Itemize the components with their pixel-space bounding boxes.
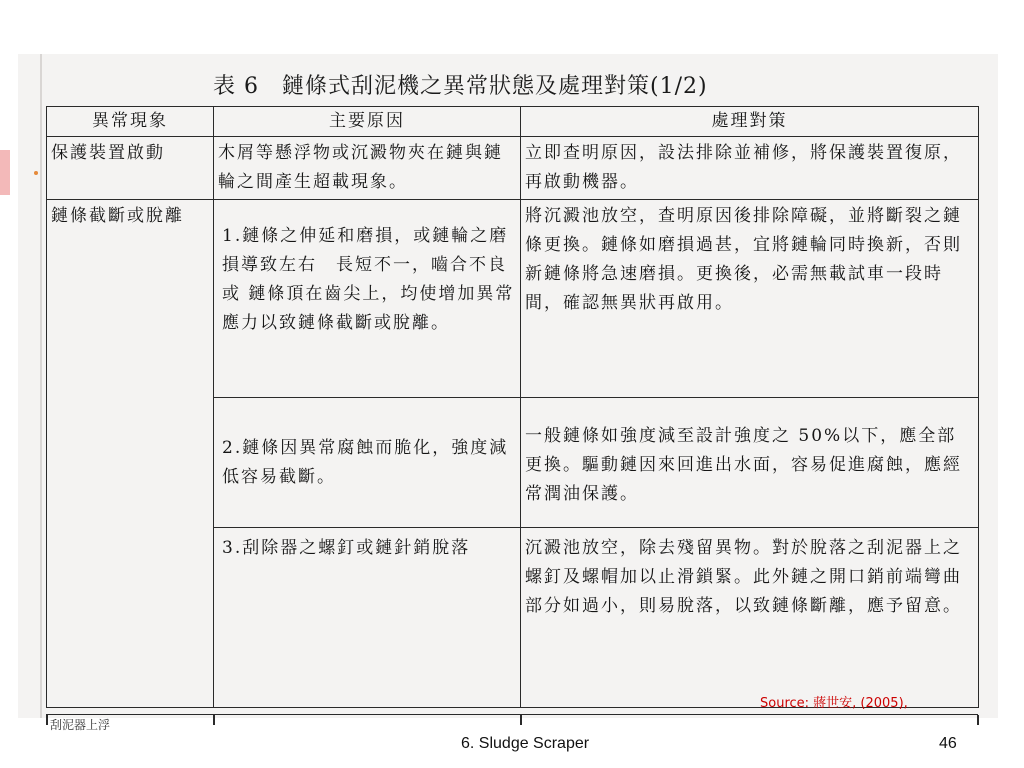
next-row-text: 刮泥器上浮 <box>50 718 111 732</box>
slide-accent-mark <box>0 150 10 195</box>
cause-cell: 3.刮除器之螺釘或鏈針銷脫落 <box>214 528 521 708</box>
cause-cell: 1.鏈條之伸延和磨損，或鏈輪之磨損導致左右 長短不一，嚙合不良或 鏈條頂在齒尖上，均使增加異常應力以致鏈條截斷或脫離。 <box>214 200 521 398</box>
scanned-document <box>18 54 998 732</box>
phenomenon-cell: 鏈條截斷或脫離 <box>47 200 214 708</box>
scan-edge <box>40 54 42 718</box>
countermeasure-cell: 沉澱池放空，除去殘留異物。對於脫落之刮泥器上之螺釘及螺帽加以止滑鎖緊。此外鏈之開口銷前端彎曲部分如過小，則易脫落，以致鏈條斷離，應予留意。 <box>521 528 979 708</box>
page-number: 46 <box>939 735 957 752</box>
countermeasure-cell: 一般鏈條如強度減至設計強度之 50%以下，應全部更換。驅動鏈因來回進出水面，容易促進腐蝕，應經常潤油保護。 <box>521 398 979 528</box>
table-row <box>47 200 979 398</box>
table-row <box>47 137 979 200</box>
next-row-partial <box>46 714 978 732</box>
countermeasure-cell: 將沉澱池放空，查明原因後排除障礙，並將斷裂之鏈條更換。鏈條如磨損過甚，宜將鏈輪同時換新，否則新鏈條將急速磨損。更換後，必需無載試車一段時間，確認無異狀再啟用。 <box>521 200 979 398</box>
phenomenon-cell: 保護裝置啟動 <box>47 137 214 200</box>
header-phenomenon: 異常現象 <box>47 107 214 137</box>
document-title: 表 6 鏈條式刮泥機之異常狀態及處理對策(1/2) <box>213 74 708 99</box>
table-header-row <box>47 107 979 137</box>
header-cause: 主要原因 <box>214 107 521 137</box>
cause-cell: 木屑等懸浮物或沉澱物夾在鏈與鏈輪之間產生超載現象。 <box>214 137 521 200</box>
source-citation: Source: 蔣世安, (2005), <box>760 696 908 711</box>
cause-cell: 2.鏈條因異常腐蝕而脆化，強度減低容易截斷。 <box>214 398 521 528</box>
footer-title: 6. Sludge Scraper <box>461 735 590 752</box>
scan-mark <box>34 171 38 175</box>
countermeasure-table <box>46 106 979 708</box>
header-countermeasure: 處理對策 <box>521 107 979 137</box>
countermeasure-cell: 立即查明原因，設法排除並補修，將保護裝置復原，再啟動機器。 <box>521 137 979 200</box>
